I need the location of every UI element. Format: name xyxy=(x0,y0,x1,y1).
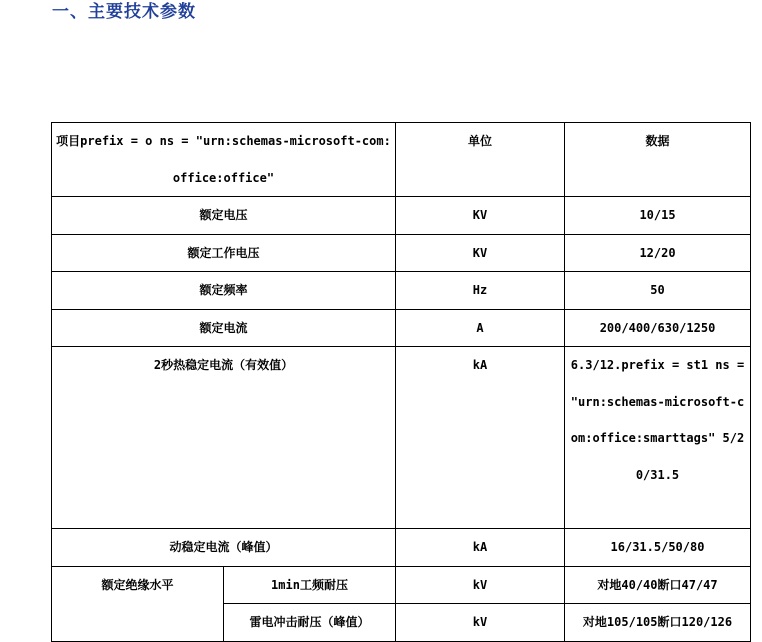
table-row xyxy=(52,347,751,529)
row-unit: KV xyxy=(396,234,565,272)
insulation-level-label: 额定绝缘水平 xyxy=(52,566,224,641)
header-item: 项目prefix = o ns = "urn:schemas-microsoft-com:office:office" xyxy=(52,123,396,197)
row-item: 2秒热稳定电流（有效值） xyxy=(52,347,396,529)
row-value: 16/31.5/50/80 xyxy=(565,529,751,567)
row-item: 额定工作电压 xyxy=(52,234,396,272)
technical-parameters-table xyxy=(51,122,751,642)
row-value: 50 xyxy=(565,272,751,310)
row-item: 额定电流 xyxy=(52,309,396,347)
row-value: 200/400/630/1250 xyxy=(565,309,751,347)
table-row xyxy=(52,529,751,567)
row-value: 12/20 xyxy=(565,234,751,272)
table-row xyxy=(52,566,751,604)
row-unit: kV xyxy=(396,566,565,604)
header-data: 数据 xyxy=(565,123,751,197)
row-unit: kV xyxy=(396,604,565,642)
row-item: 额定电压 xyxy=(52,197,396,235)
row-unit: KV xyxy=(396,197,565,235)
table-row xyxy=(52,309,751,347)
table-header-row xyxy=(52,123,751,197)
row-item: 额定频率 xyxy=(52,272,396,310)
table-row xyxy=(52,234,751,272)
table-row xyxy=(52,272,751,310)
row-unit: kA xyxy=(396,347,565,529)
row-unit: Hz xyxy=(396,272,565,310)
sub-item: 1min工频耐压 xyxy=(224,566,396,604)
row-value: 对地40/40断口47/47 xyxy=(565,566,751,604)
table-row xyxy=(52,197,751,235)
row-item: 动稳定电流（峰值） xyxy=(52,529,396,567)
section-heading: 一、主要技术参数 xyxy=(52,2,196,22)
header-unit: 单位 xyxy=(396,123,565,197)
row-unit: A xyxy=(396,309,565,347)
row-value: 对地105/105断口120/126 xyxy=(565,604,751,642)
row-value: 10/15 xyxy=(565,197,751,235)
sub-item: 雷电冲击耐压（峰值） xyxy=(224,604,396,642)
row-unit: kA xyxy=(396,529,565,567)
row-value: 6.3/12.prefix = st1 ns = "urn:schemas-microsoft-com:office:smarttags" 5/20/31.5 xyxy=(565,347,751,529)
